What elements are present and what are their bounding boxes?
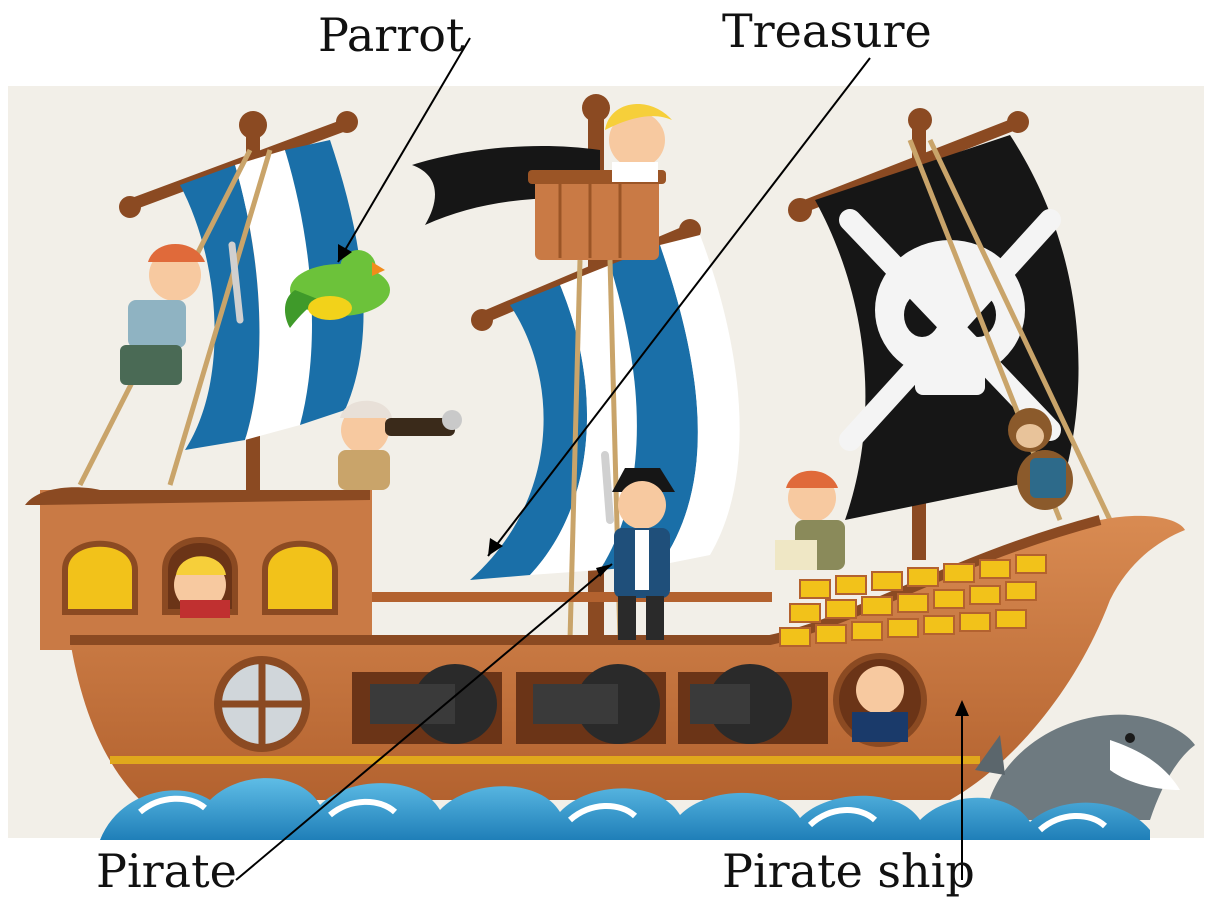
label-pirate-ship: Pirate ship [722, 844, 975, 898]
label-treasure: Treasure [722, 4, 932, 58]
cannons [352, 664, 828, 744]
porthole [218, 660, 306, 748]
label-pirate: Pirate [96, 844, 237, 898]
label-parrot: Parrot [318, 8, 465, 62]
